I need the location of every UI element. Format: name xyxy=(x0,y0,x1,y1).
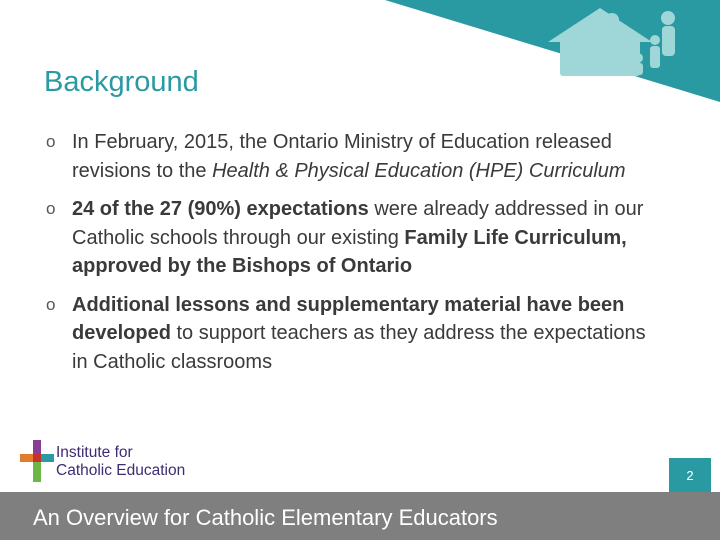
logo-line2: Catholic Education xyxy=(56,462,186,479)
footer-bar xyxy=(0,492,720,540)
cross-logo-icon xyxy=(20,440,54,484)
bullet-marker: o xyxy=(46,294,56,314)
bullet-text: to support teachers as they address the expectations in Catholic classrooms xyxy=(72,322,646,373)
bullet-text-bold: 24 of the 27 (90%) expectations xyxy=(72,198,369,220)
bullet-marker: o xyxy=(46,199,56,218)
bullet-text-italic: Health & Physical Education (HPE) Curriculum xyxy=(212,159,626,182)
bullet-text: In February, 2015, the Ontario Ministry of Education released revisions to the xyxy=(72,131,612,182)
bullet-marker: o xyxy=(46,132,56,151)
logo-line1: Institute for xyxy=(56,444,133,461)
footer-text: An Overview for Catholic Elementary Educators xyxy=(33,505,498,530)
bullet-list xyxy=(46,128,646,386)
bullet-text-bold: Additional lessons and supplementary material have been developed xyxy=(72,293,625,344)
bullet-text: were already addressed in our Catholic schools through our existing xyxy=(72,198,644,249)
bullet-item xyxy=(46,128,646,185)
slide-title: Background xyxy=(44,66,199,98)
institute-logo xyxy=(20,440,195,488)
bullet-item xyxy=(46,291,646,377)
bullet-item xyxy=(46,195,646,281)
page-number-badge: 2 xyxy=(669,458,711,492)
bullet-text-bold: Family Life Curriculum, approved by the Bishops of Ontario xyxy=(72,226,627,277)
